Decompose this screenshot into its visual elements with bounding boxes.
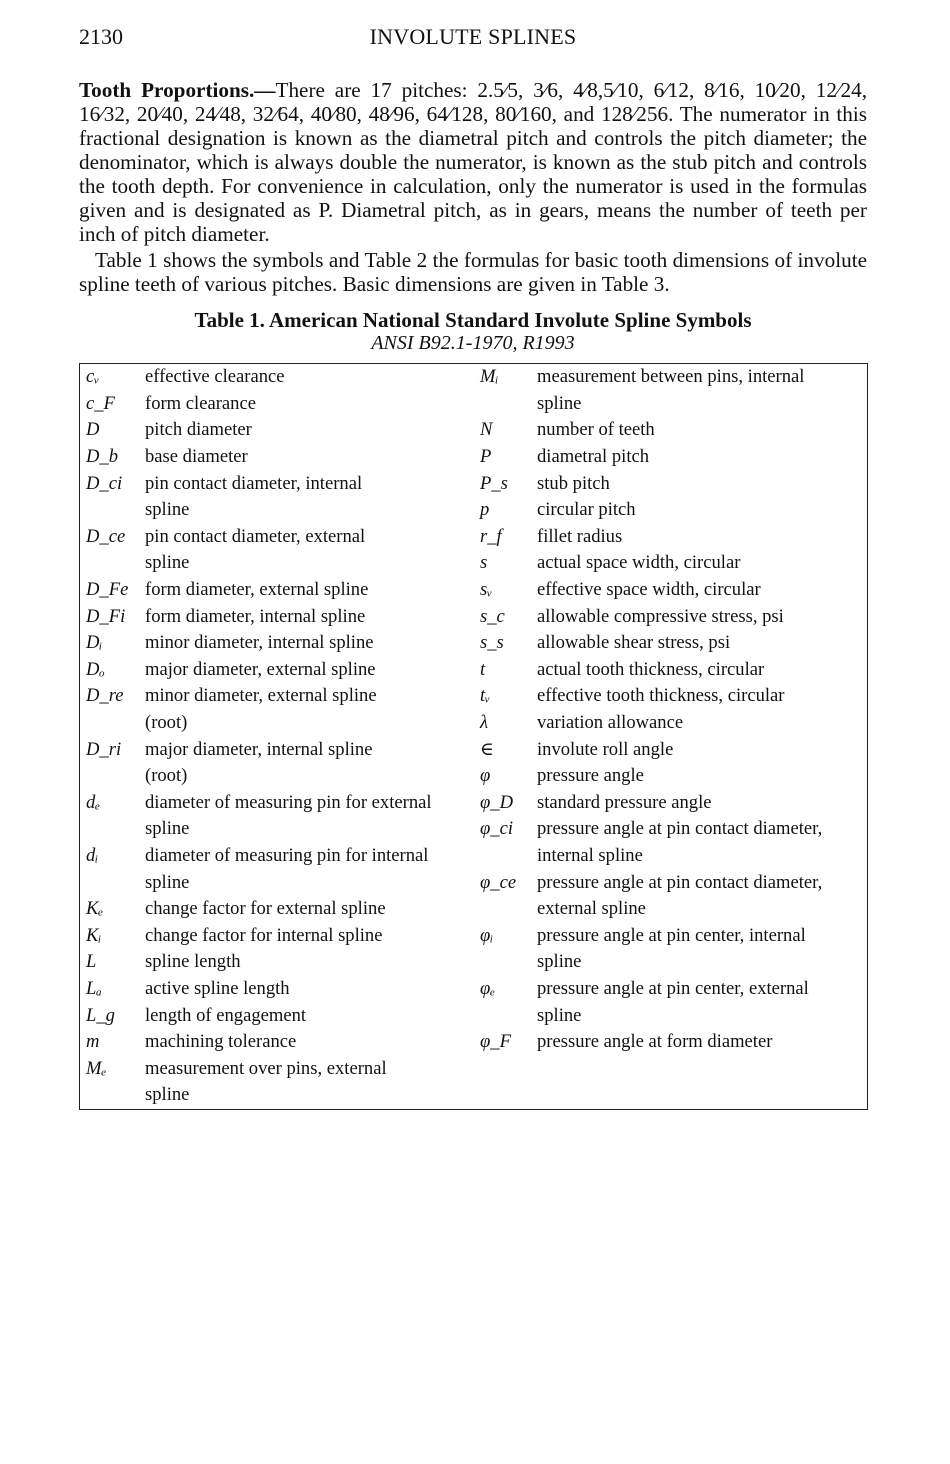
- symbol-left: [80, 710, 146, 737]
- symbol-left: D: [86, 419, 100, 441]
- table-row: [80, 524, 868, 551]
- table-row: [80, 417, 868, 444]
- symbol-right: φ_ce: [480, 871, 517, 893]
- definition-right: spline: [537, 951, 582, 973]
- definition-left: length of engagement: [145, 1004, 307, 1026]
- symbol-left: Kₑ: [86, 898, 104, 920]
- symbol-left: [80, 816, 146, 843]
- definition-right: [537, 1082, 868, 1109]
- table-row: [80, 630, 868, 657]
- symbol-right: s_s: [480, 632, 504, 654]
- definition-left: base diameter: [145, 446, 248, 468]
- symbol-left: D_re: [86, 685, 124, 707]
- table-row: [80, 763, 868, 790]
- table-subtitle: ANSI B92.1-1970, R1993: [371, 332, 575, 354]
- definition-right: fillet radius: [537, 525, 623, 547]
- symbol-left: dₑ: [86, 791, 101, 813]
- symbol-right: Mᵢ: [480, 366, 499, 388]
- table-row: [80, 1055, 868, 1082]
- symbol-right: p: [480, 499, 490, 521]
- table-row: [80, 603, 868, 630]
- symbol-right: t: [480, 658, 486, 680]
- symbol-left: c_F: [86, 392, 115, 414]
- symbol-left: Dₒ: [86, 658, 105, 680]
- definition-right: variation allowance: [537, 712, 684, 734]
- definition-left: spline: [145, 818, 190, 840]
- table-row: [80, 869, 868, 896]
- table-row: [80, 1029, 868, 1056]
- symbol-right: [480, 1082, 537, 1109]
- definition-left: pin contact diameter, external: [145, 525, 366, 547]
- definition-right: spline: [537, 1004, 582, 1026]
- symbol-left: D_b: [86, 446, 119, 468]
- definition-left: spline: [145, 871, 190, 893]
- symbol-right: [480, 896, 537, 923]
- definition-left: form clearance: [145, 392, 256, 414]
- symbol-right: [480, 949, 537, 976]
- table-row: [80, 550, 868, 577]
- definition-right: pressure angle at pin center, external: [537, 977, 809, 999]
- running-title: INVOLUTE SPLINES: [369, 24, 577, 49]
- symbol-right: φ_F: [480, 1031, 511, 1053]
- symbol-left: Dᵢ: [86, 632, 103, 654]
- symbol-right: N: [480, 419, 493, 441]
- symbol-right: P_s: [480, 472, 508, 494]
- symbol-right: r_f: [480, 525, 502, 547]
- section-heading: Tooth Proportions.—: [79, 78, 276, 102]
- symbol-right: φᵢ: [480, 924, 494, 946]
- page-header: [79, 24, 867, 64]
- table-row: [80, 976, 868, 1003]
- definition-left: form diameter, internal spline: [145, 605, 366, 627]
- table-row: [80, 683, 868, 710]
- definition-right: pressure angle at pin center, internal: [537, 924, 806, 946]
- table-title: Table 1. American National Standard Involute Spline Symbols: [194, 308, 752, 332]
- definition-right: pressure angle at form diameter: [537, 1031, 773, 1053]
- table-row: [80, 843, 868, 870]
- definition-left: measurement over pins, external: [145, 1057, 387, 1079]
- definition-left: minor diameter, external spline: [145, 685, 377, 707]
- symbol-left: cᵥ: [86, 366, 100, 388]
- page-number: 2130: [79, 24, 123, 49]
- definition-left: major diameter, external spline: [145, 658, 376, 680]
- definition-left: pin contact diameter, internal: [145, 472, 363, 494]
- symbol-right: φ_ci: [480, 818, 514, 840]
- definition-right: pressure angle at pin contact diameter,: [537, 818, 823, 840]
- symbol-right: sᵥ: [480, 579, 493, 601]
- symbol-left: [80, 497, 146, 524]
- symbol-right: ∈: [480, 738, 494, 760]
- table-row: [80, 949, 868, 976]
- definition-left: spline: [145, 1084, 190, 1106]
- symbol-right: [480, 843, 537, 870]
- symbol-right: tᵥ: [480, 685, 491, 707]
- symbol-left: L: [86, 951, 97, 973]
- symbol-right: s: [480, 552, 488, 574]
- definition-right: internal spline: [537, 844, 643, 866]
- symbol-right: P: [480, 446, 492, 468]
- definition-left: change factor for external spline: [145, 898, 386, 920]
- paragraph-text: There are 17 pitches: 2.5⁄5, 3⁄6, 4⁄8,5⁄10, 6⁄12, 8⁄16, 10⁄20, 12⁄24, 16⁄32, 20⁄40, 24⁄48, 32⁄64, 40⁄80, 48⁄96, 64⁄128, 80⁄160, and 128⁄256. The numerator in this fractional designation is known as the diametral pitch and controls the pitch diameter; the denominator, which is always double the numerator, is known as the stub pitch and controls the tooth depth. For convenience in calculation, only the numerator is used in the formulas given and is designated as P. Diametral pitch, as in gears, means the number of teeth per inch of pitch diameter.: [79, 78, 867, 246]
- symbol-right: s_c: [480, 605, 505, 627]
- definition-right: effective tooth thickness, circular: [537, 685, 785, 707]
- symbol-right: [480, 1002, 537, 1029]
- symbol-left: m: [86, 1031, 100, 1053]
- definition-right: [537, 1055, 868, 1082]
- table-intro-paragraph: Table 1 shows the symbols and Table 2 the formulas for basic tooth dimensions of involute spline teeth of various pitches. Basic dimensions are given in Table 3.: [79, 248, 867, 296]
- definition-right: diametral pitch: [537, 446, 650, 468]
- symbol-left: Kᵢ: [86, 924, 102, 946]
- document-page: [79, 0, 867, 1110]
- table-row: [80, 736, 868, 763]
- table-row: [80, 816, 868, 843]
- definition-left: (root): [145, 712, 188, 734]
- tooth-proportions-paragraph: [79, 78, 867, 246]
- table-row: [80, 1082, 868, 1109]
- definition-left: diameter of measuring pin for external: [145, 791, 432, 813]
- table-row: [80, 896, 868, 923]
- definition-left: minor diameter, internal spline: [145, 632, 374, 654]
- symbol-left: L_g: [86, 1004, 115, 1026]
- definition-right: measurement between pins, internal: [537, 366, 805, 388]
- symbol-left: D_Fe: [86, 579, 129, 601]
- symbol-right: [480, 391, 537, 418]
- symbol-right: φₑ: [480, 977, 496, 999]
- definition-right: actual space width, circular: [537, 552, 741, 574]
- symbol-left: D_ci: [86, 472, 123, 494]
- definition-left: spline: [145, 552, 190, 574]
- symbol-right: φ: [480, 765, 491, 787]
- symbol-left: D_Fi: [86, 605, 126, 627]
- definition-left: active spline length: [145, 977, 290, 999]
- definition-left: machining tolerance: [145, 1031, 297, 1053]
- table-row: [80, 364, 868, 391]
- symbol-right: λ: [480, 712, 489, 734]
- symbol-left: Mₑ: [86, 1057, 107, 1079]
- definition-left: diameter of measuring pin for internal: [145, 844, 429, 866]
- table-row: [80, 922, 868, 949]
- definition-right: involute roll angle: [537, 738, 674, 760]
- symbol-left: [80, 550, 146, 577]
- definition-right: spline: [537, 392, 582, 414]
- definition-right: number of teeth: [537, 419, 655, 441]
- definition-right: allowable compressive stress, psi: [537, 605, 784, 627]
- definition-right: stub pitch: [537, 472, 610, 494]
- definition-left: spline length: [145, 951, 241, 973]
- table-row: [80, 790, 868, 817]
- symbol-left: Lₐ: [86, 977, 102, 999]
- symbol-left: D_ri: [86, 738, 122, 760]
- definition-right: pressure angle at pin contact diameter,: [537, 871, 823, 893]
- table-row: [80, 577, 868, 604]
- symbol-left: D_ce: [86, 525, 126, 547]
- definition-right: circular pitch: [537, 499, 636, 521]
- table-row: [80, 497, 868, 524]
- definition-left: pitch diameter: [145, 419, 252, 441]
- definition-left: spline: [145, 499, 190, 521]
- definition-right: allowable shear stress, psi: [537, 632, 731, 654]
- table-row: [80, 470, 868, 497]
- symbol-right: φ_D: [480, 791, 514, 813]
- symbol-left: dᵢ: [86, 844, 99, 866]
- table-row: [80, 710, 868, 737]
- definition-right: external spline: [537, 898, 646, 920]
- symbol-left: [80, 1082, 146, 1109]
- symbol-left: [80, 763, 146, 790]
- definition-left: change factor for internal spline: [145, 924, 383, 946]
- table-row: [80, 391, 868, 418]
- definition-left: form diameter, external spline: [145, 579, 369, 601]
- definition-left: effective clearance: [145, 366, 285, 388]
- symbol-right: [480, 1055, 537, 1082]
- definition-right: actual tooth thickness, circular: [537, 658, 765, 680]
- table-row: [80, 444, 868, 471]
- symbol-left: [80, 869, 146, 896]
- definition-left: major diameter, internal spline: [145, 738, 373, 760]
- table-row: [80, 1002, 868, 1029]
- table-row: [80, 657, 868, 684]
- definition-right: standard pressure angle: [537, 791, 712, 813]
- definition-right: pressure angle: [537, 765, 644, 787]
- definition-left: (root): [145, 765, 188, 787]
- definition-right: effective space width, circular: [537, 579, 761, 601]
- symbols-table: [79, 363, 868, 1110]
